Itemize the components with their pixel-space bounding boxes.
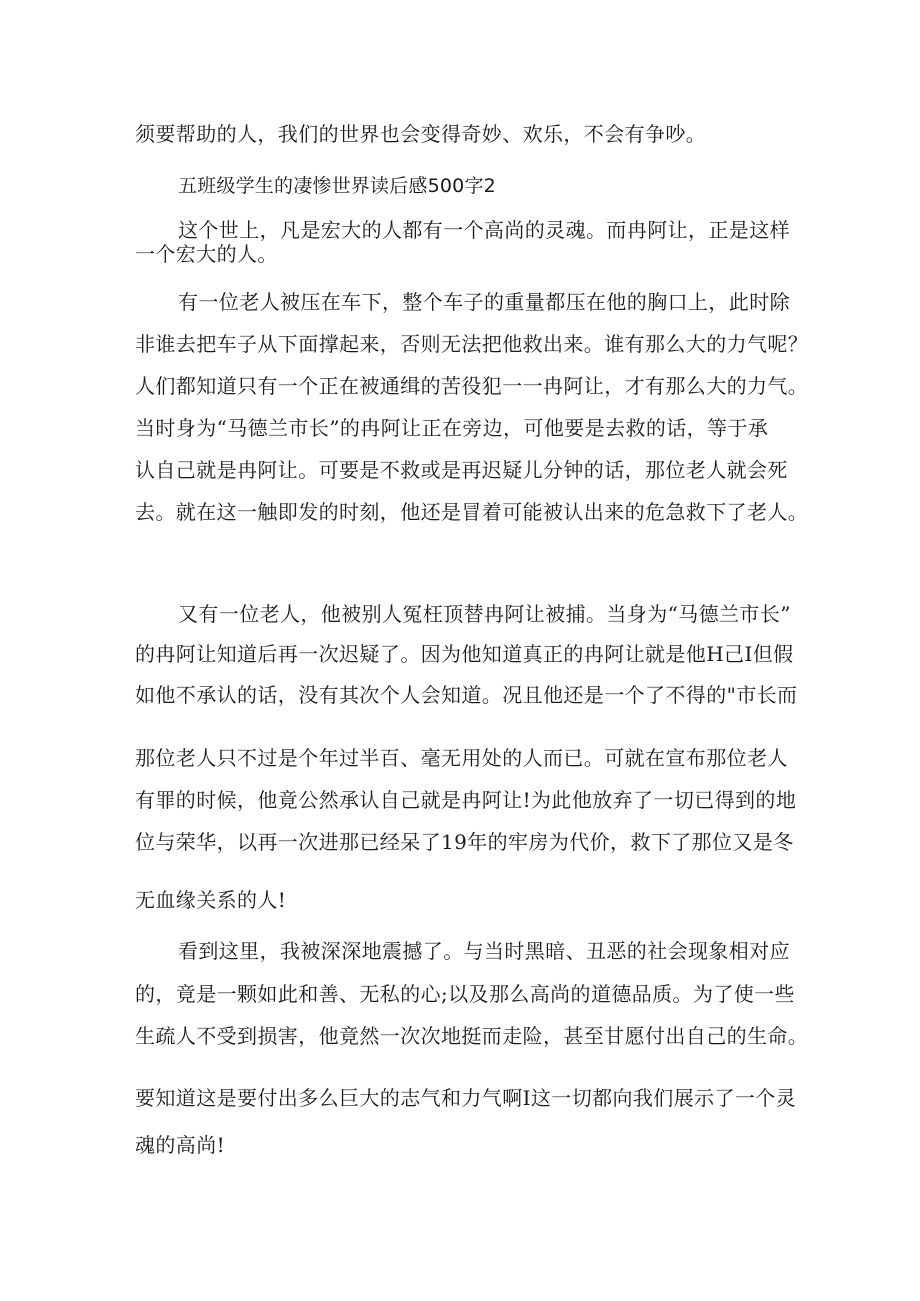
paragraph-line: 又有一位老人，他被别人冤枉顶替冉阿让被捕。当身为“马德兰市长” — [178, 602, 791, 626]
paragraph-line: 看到这里，我被深深地震撼了。与当时黑暗、丑恶的社会现象相对应 — [178, 939, 790, 963]
paragraph-line: 须要帮助的人，我们的世界也会变得奇妙、欢乐，不会有争吵。 — [135, 122, 707, 146]
paragraph-line: 有罪的时候，他竟公然承认自己就是冉阿让!为此他放弃了一切已得到的地 — [135, 788, 797, 812]
paragraph-line: 那位老人只不过是个年过半百、毫无用处的人而已。可就在宣布那位老人 — [135, 746, 788, 770]
paragraph-line: 有一位老人被压在车下，整个车子的重量都压在他的胸口上，此时除 — [178, 290, 790, 314]
section-heading: 五班级学生的凄惨世界读后感500字2 — [178, 175, 496, 197]
paragraph-line: 生疏人不受到损害，他竟然一次次地挺而走险，甚至甘愿付出自己的生命。 — [135, 1024, 809, 1048]
paragraph-line: 如他不承认的话，没有其次个人会知道。况且他还是一个了不得的"市长而 — [135, 683, 798, 707]
paragraph-line: 人们都知道只有一个正在被通缉的苦役犯一一冉阿让，才有那么大的力气。 — [135, 374, 809, 398]
paragraph-line: 这个世上，凡是宏大的人都有一个高尚的灵魂。而冉阿让，正是这样 — [178, 218, 790, 242]
paragraph-line: 魂的高尚! — [135, 1133, 226, 1157]
paragraph-line: 一个宏大的人。 — [135, 242, 278, 266]
paragraph-line: 的冉阿让知道后再一次迟疑了。因为他知道真正的冉阿让就是他H己I但假 — [135, 642, 794, 666]
paragraph-line: 非谁去把车子从下面撑起来，否则无法把他救出来。谁有那么大的力气呢？ — [135, 332, 809, 356]
paragraph-line: 去。就在这一触即发的时刻，他还是冒着可能被认出来的危急救下了老人。 — [135, 500, 809, 524]
paragraph-line: 认自己就是冉阿让。可要是不救或是再迟疑儿分钟的话，那位老人就会死 — [135, 458, 788, 482]
paragraph-line: 位与荣华，以再一次进那已经呆了19年的牢房为代价，救下了那位又是冬 — [135, 830, 794, 854]
paragraph-line: 当时身为“马德兰市长”的冉阿让正在旁边，可他要是去救的话，等于承 — [135, 416, 769, 440]
paragraph-line: 要知道这是要付出多么巨大的志气和力气啊I这一切都向我们展示了一个灵 — [135, 1086, 797, 1110]
paragraph-line: 无血缘关系的人! — [135, 888, 287, 912]
paragraph-line: 的，竟是一颗如此和善、无私的心;以及那么高尚的道德品质。为了使一些 — [135, 982, 795, 1006]
